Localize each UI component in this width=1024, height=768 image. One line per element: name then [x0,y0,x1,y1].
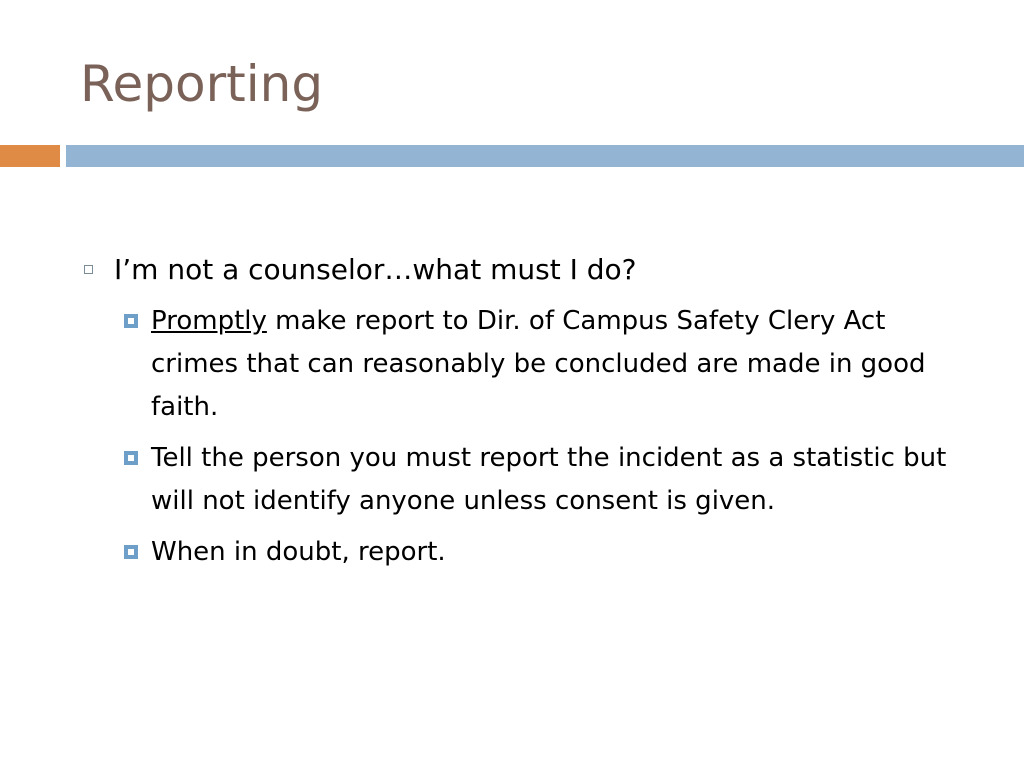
title-rule-accent [0,145,60,167]
bullet-level-1 [80,248,980,292]
sub-bullet-when-in-doubt [118,531,971,574]
bullet-text: I’m not a counselor…what must I do? [114,253,637,286]
sub-bullet-tell-person [118,437,971,523]
underlined-text: Promptly [151,306,267,336]
blue-square-bullet-icon [124,451,138,465]
sub-bullet-text: make report to Dir. of Campus Safety Clery Act crimes that can reasonably be concluded are made in good faith. [151,306,926,422]
sub-bullet-promptly [118,300,971,429]
slide-title: Reporting [80,55,324,113]
sub-bullet-text: When in doubt, report. [151,537,446,567]
hollow-square-bullet-icon [84,265,93,274]
title-rule-bar [66,145,1024,167]
blue-square-bullet-icon [124,545,138,559]
slide-body [80,248,980,574]
sub-bullet-text: Tell the person you must report the incident as a statistic but will not identify anyone unless consent is given. [151,443,947,516]
blue-square-bullet-icon [124,314,138,328]
